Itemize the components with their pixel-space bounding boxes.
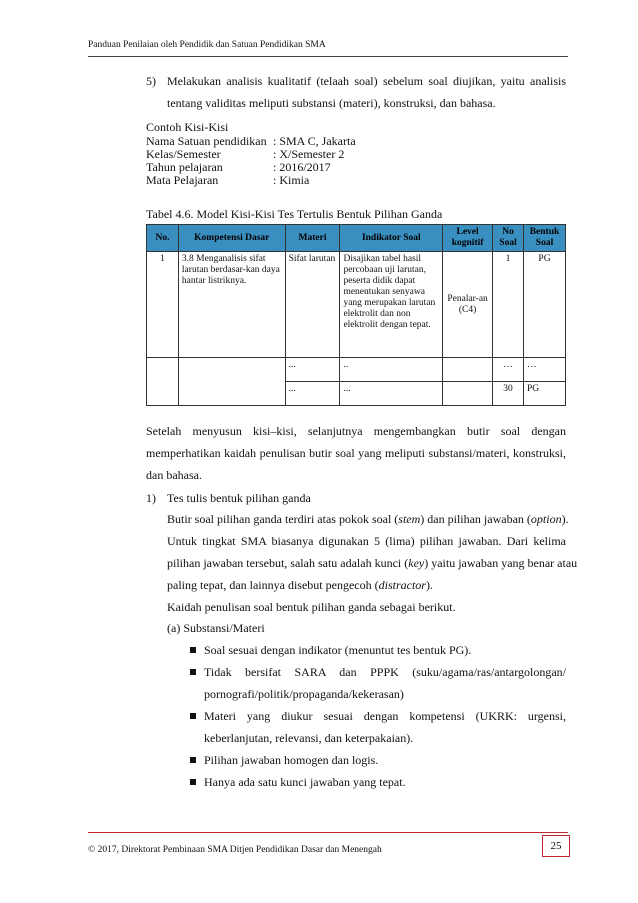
p3-line1: Untuk tingkat SMA biasanya digunakan 5 (lima) pilihan jawaban. Dari kelima [167,534,566,548]
col-header: Bentuk Soal [524,225,566,252]
info-label: Mata Pelajaran [146,173,219,187]
col-header: Kompetensi Dasar [178,225,285,252]
bullet-continuation: pornografi/politik/propaganda/kekerasan) [204,687,404,701]
running-header: Panduan Penilaian oleh Pendidik dan Satuan Pendidikan SMA [88,40,326,50]
cell-materi: ... [285,382,340,406]
stem-option-line: Butir soal pilihan ganda terdiri atas pokok soal (stem) dan pilihan jawaban (option). [167,512,569,526]
rules-intro: Kaidah penulisan soal bentuk pilihan ganda sebagai berikut. [167,600,456,614]
bullet-icon [190,713,196,719]
para1-line2: memperhatikan kaidah penulisan butir soal yang meliputi substansi/materi, konstruksi, [146,446,566,460]
info-value: : X/Semester 2 [273,147,345,161]
cell-indikator: Disajikan tabel hasil percobaan uji larutan, peserta didik dapat menentukan senyawa yang merupakan larutan elektrolit dan non elektrolit dengan tepat. [340,252,443,358]
cell-no: 1 [147,252,179,358]
bullet-item: Tidak bersifat SARA dan PPPK (suku/agama/ras/antargolongan/ [190,665,566,680]
col-header: No. [147,225,179,252]
item1-title: Tes tulis bentuk pilihan ganda [167,491,311,505]
kisi-kisi-table [146,224,566,406]
p3-line3: paling tepat, dan lainnya disebut pengecoh (distractor). [167,578,433,592]
cell-bentuk: PG [524,252,566,358]
info-label: Nama Satuan pendidikan [146,134,267,148]
cell-bentuk: … [524,358,566,382]
footer-divider [88,832,568,833]
bullet-icon [190,757,196,763]
table-row [147,252,566,358]
cell-nosoal: 30 [493,382,524,406]
item5-number: 5) [146,74,156,88]
table-row [147,382,566,406]
table-caption: Tabel 4.6. Model Kisi-Kisi Tes Tertulis Bentuk Pilihan Ganda [146,207,443,221]
cell-bentuk: PG [524,382,566,406]
col-header: No Soal [493,225,524,252]
p3-line2: pilihan jawaban tersebut, salah satu adalah kunci (key) yaitu jawaban yang benar atau [167,556,578,570]
header-divider [88,56,568,57]
cell-materi: Sifat larutan [285,252,340,358]
col-header: Indikator Soal [340,225,443,252]
info-value: : 2016/2017 [273,160,331,174]
table-row [147,358,566,382]
col-header: Level kognitif [443,225,493,252]
bullet-item: Soal sesuai dengan indikator (menuntut tes bentuk PG). [190,643,471,657]
info-label: Tahun pelajaran [146,160,223,174]
item5-line1: Melakukan analisis kualitatif (telaah soal) sebelum soal diujikan, yaitu analisis [167,74,566,88]
item5-line2: tentang validitas meliputi substansi (materi), konstruksi, dan bahasa. [167,96,496,110]
bullet-item: Pilihan jawaban homogen dan logis. [190,753,378,767]
info-table [146,135,356,187]
bullet-continuation: keberlanjutan, relevansi, dan keterpakaian). [204,731,414,745]
info-value: : SMA C, Jakarta [273,134,356,148]
cell-indikator: .. [340,358,443,382]
item1-number: 1) [146,491,156,505]
para1-line3: dan bahasa. [146,468,202,482]
sub-heading-a: (a) Substansi/Materi [167,621,265,635]
bullet-icon [190,779,196,785]
bullet-item: Hanya ada satu kunci jawaban yang tepat. [190,775,406,789]
bullet-item: Materi yang diukur sesuai dengan kompetensi (UKRK: urgensi, [190,709,566,724]
info-value: : Kimia [273,173,310,187]
cell-level: Penalar-an (C4) [443,252,493,358]
cell-indikator: ... [340,382,443,406]
bullet-icon [190,647,196,653]
col-header: Materi [285,225,340,252]
cell-nosoal: … [493,358,524,382]
info-label: Kelas/Semester [146,147,221,161]
example-title: Contoh Kisi-Kisi [146,120,229,134]
cell-kd: 3.8 Menganalisis sifat larutan berdasar-kan daya hantar listriknya. [178,252,285,358]
footer-text: © 2017, Direktorat Pembinaan SMA Ditjen Pendidikan Dasar dan Menengah [88,845,382,855]
para1-line1: Setelah menyusun kisi–kisi, selanjutnya mengembangkan butir soal dengan [146,424,566,438]
cell-materi: ... [285,358,340,382]
page-number: 25 [542,835,570,857]
cell-nosoal: 1 [493,252,524,358]
bullet-icon [190,669,196,675]
